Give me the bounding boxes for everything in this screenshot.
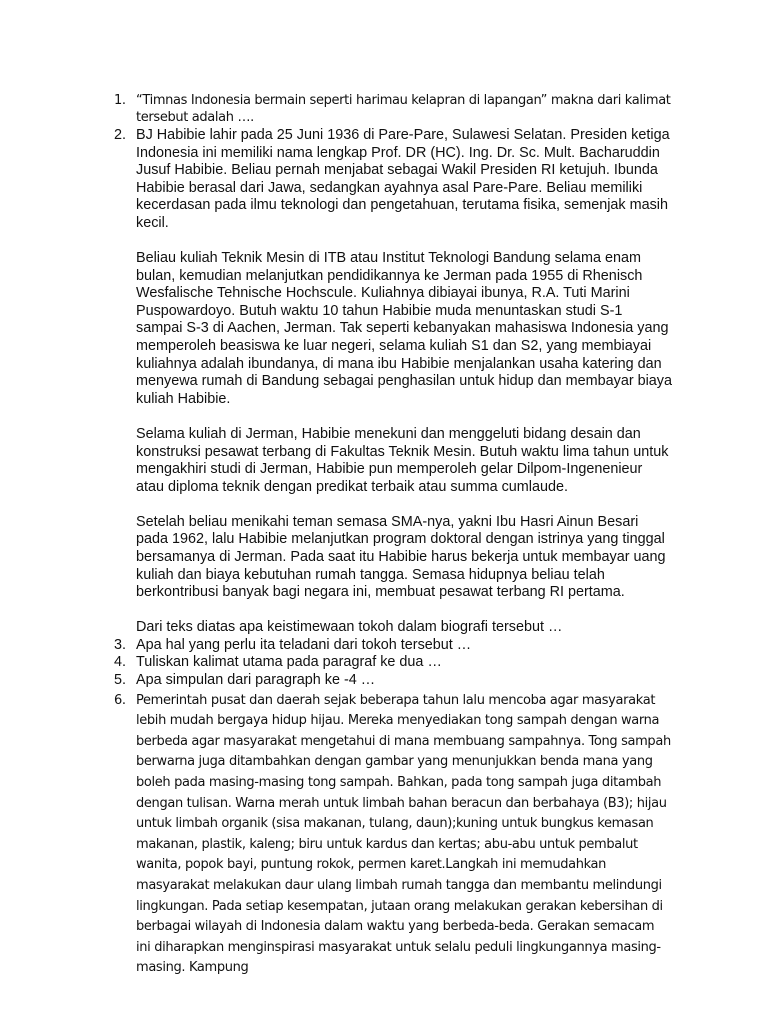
environment-passage: Pemerintah pusat dan daerah sejak beberapa tahun lalu mencoba agar masyarakat lebih mudah bergaya hidup hijau. Mereka menyediakan tong sampah dengan warna berbeda agar masyarakat mengetahui di mana membuang sampahnya. Tong sampah berwarna juga ditambahkan dengan gambar yang menunjukkan benda mana yang boleh pada masing-masing tong sampah. Bahkan, pada tong sampah juga ditambah dengan tulisan. Warna merah untuk limbah bahan beracun dan berbahaya (B3); hijau untuk limbah organik (sisa makanan, tulang, daun);kuning untuk bungkus kemasan makanan, plastik, kaleng; biru untuk kardus dan kertas; abu-abu untuk pembalut wanita, popok bayi, puntung rokok, permen karet.Langkah ini memudahkan masyarakat melakukan daur ulang limbah rumah tangga dan membantu melindungi lingkungan. Pada setiap kesempatan, jutaan orang melakukan gerakan kebersihan di berbagai wilayah di Indonesia dalam waktu yang berbeda-beda. Gerakan semacam ini diharapkan menginspirasi masyarakat untuk selalu peduli lingkungannya masing-masing. Kampung	[136, 692, 671, 976]
biography-passage	[136, 127, 672, 637]
item-number: 5.	[114, 672, 127, 689]
question-item-1	[100, 92, 672, 126]
question-text: Apa simpulan dari paragraph ke -4 …	[136, 672, 376, 689]
passage-paragraph-1: BJ Habibie lahir pada 25 Juni 1936 di Pare-Pare, Sulawesi Selatan. Presiden ketiga Indonesia ini memiliki nama lengkap Prof. DR (HC). Ing. Dr. Sc. Mult. Bacharuddin Jusuf Habibie. Beliau pernah menjabat sebagai Wakil Presiden RI ketujuh. Ibunda Habibie berasal dari Jawa, sedangkan ayahnya asal Pare-Pare. Beliau memiliki kecerdasan pada ilmu teknologi dan pengetahuan, terutama fisika, semenjak masih kecil.	[136, 127, 670, 231]
item-number: 6.	[114, 692, 126, 708]
question-item-4	[100, 654, 672, 672]
question-text: “Timnas Indonesia bermain seperti harimau kelapran di lapangan” makna dari kalimat tersebut adalah ….	[136, 93, 671, 125]
question-item-5	[100, 672, 672, 690]
question-item-2	[100, 127, 672, 637]
question-text: Apa hal yang perlu ita teladani dari tokoh tersebut …	[136, 636, 472, 653]
passage-paragraph-2: Beliau kuliah Teknik Mesin di ITB atau Institut Teknologi Bandung selama enam bulan, kemudian melanjutkan pendidikannya ke Jerman pada 1955 di Rhenisch Wesfalische Tehnische Hochscule. Kuliahnya dibiayai ibunya, R.A. Tuti Marini Puspowardoyo. Butuh waktu 10 tahun Habibie muda menuntaskan studi S-1 sampai S-3 di Aachen, Jerman. Tak seperti kebanyakan mahasiswa Indonesia yang memperoleh beasiswa ke luar negeri, selama kuliah S1 dan S2, yang membiayai kuliahnya adalah ibundanya, di mana ibu Habibie menjalankan usaha katering dan menyewa rumah di Bandung sebagai penghasilan untuk hidup dan membayar biaya kuliah Habibie.	[136, 250, 673, 407]
question-item-3	[100, 637, 672, 655]
passage-paragraph-4: Setelah beliau menikahi teman semasa SMA-nya, yakni Ibu Hasri Ainun Besari pada 1962, lalu Habibie melanjutkan program doktoral dengan istrinya yang tinggal bersamanya di Jerman. Pada saat itu Habibie harus bekerja untuk membayar uang kuliah dan biaya kebutuhan rumah tangga. Semasa hidupnya beliau telah berkontribusi banyak bagi negara ini, membuat pesawat terbang RI pertama.	[136, 513, 666, 601]
item-number: 4.	[114, 654, 127, 671]
passage-question: Dari teks diatas apa keistimewaan tokoh dalam biografi tersebut …	[136, 619, 563, 636]
item-number: 1.	[114, 93, 126, 108]
item-number: 3.	[114, 636, 127, 653]
passage-paragraph-3: Selama kuliah di Jerman, Habibie menekuni dan menggeluti bidang desain dan konstruksi pesawat terbang di Fakultas Teknik Mesin. Butuh waktu lima tahun untuk mengakhiri studi di Jerman, Habibie pun memperoleh gelar Dilpom-Ingenenieur atau diploma teknik dengan predikat terbaik atau summa cumlaude.	[136, 425, 669, 495]
question-list	[100, 92, 672, 979]
question-item-6	[100, 691, 672, 979]
question-text: Tuliskan kalimat utama pada paragraf ke dua …	[136, 654, 442, 671]
item-number: 2.	[114, 127, 127, 143]
